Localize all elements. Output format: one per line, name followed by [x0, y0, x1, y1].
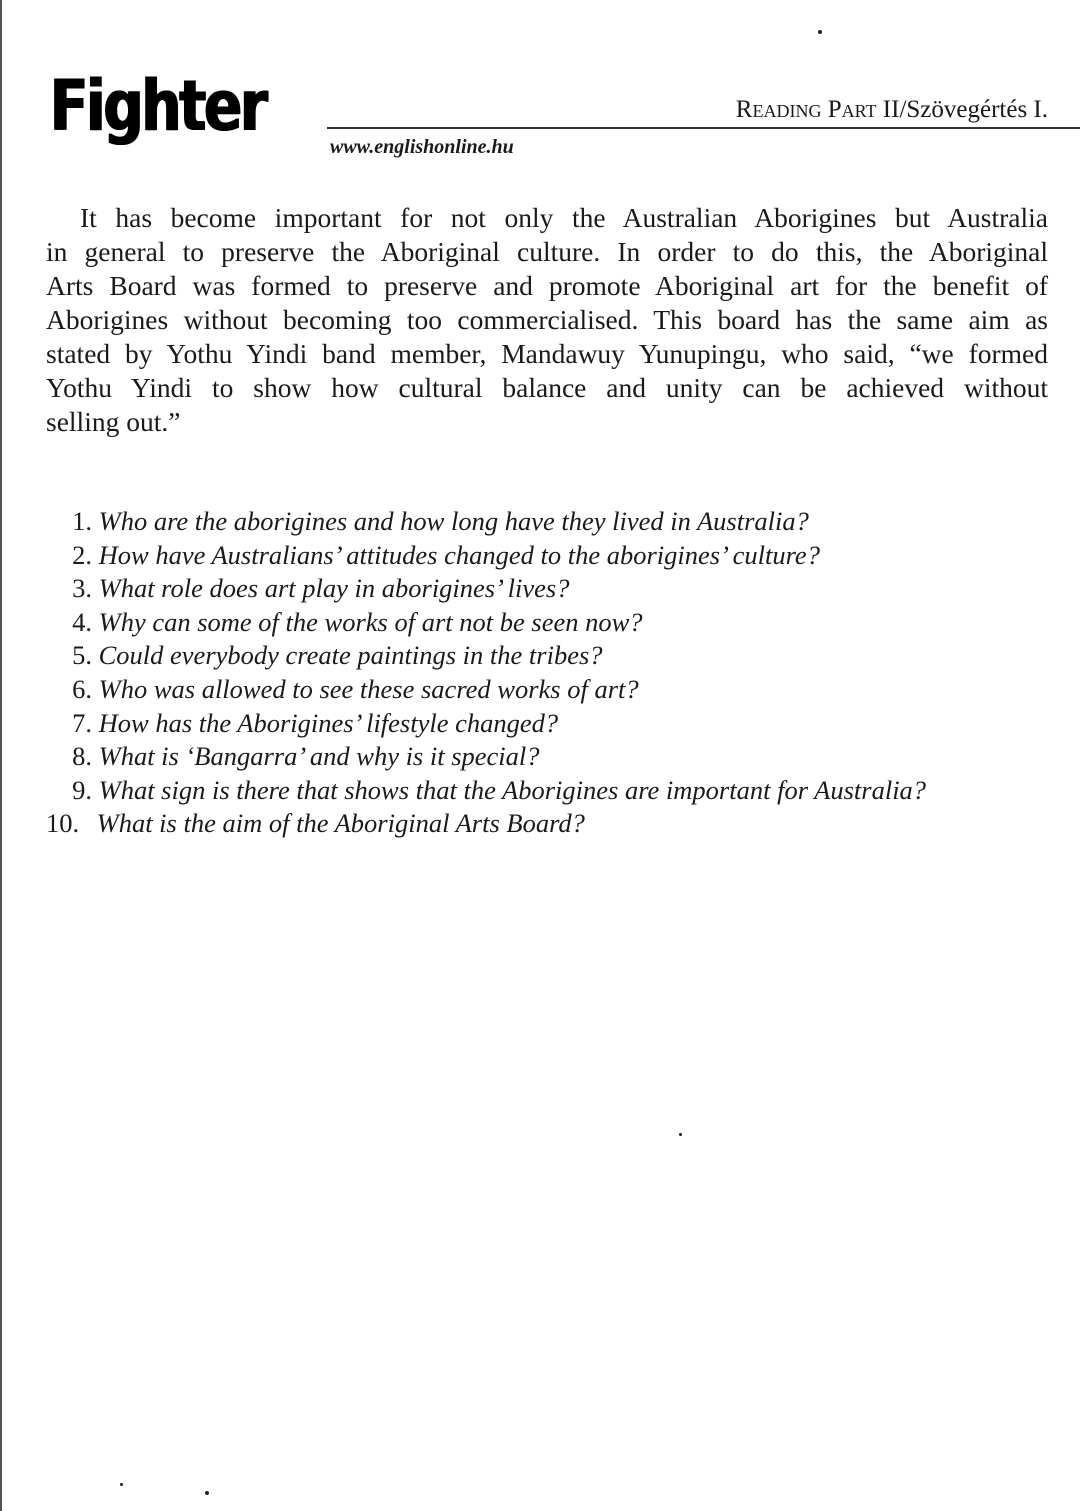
fighter-logo: Fighter	[50, 66, 266, 148]
question-text: Who was allowed to see these sacred works of art?	[98, 673, 639, 704]
question-text: Why can some of the works of art not be seen now?	[98, 606, 643, 637]
section-title-sub: /Szövegértés I.	[899, 96, 1048, 123]
paragraph-line: It has become important for not only the Australian Aborigines but Australia	[80, 202, 1048, 233]
scan-speck	[679, 1133, 682, 1136]
question-number: 10.	[46, 808, 80, 839]
scan-speck	[818, 30, 822, 34]
question-item	[46, 740, 926, 774]
question-text: What role does art play in aborigines’ lives?	[98, 573, 570, 604]
question-text: Could everybody create paintings in the tribes?	[98, 640, 603, 671]
header-rule	[327, 127, 1080, 129]
paragraph-line: Aborigines without becoming too commercialised. This board has the same aim as	[46, 304, 1048, 335]
question-item	[46, 774, 926, 808]
paragraph-line: in general to preserve the Aboriginal culture. In order to do this, the Aboriginal	[46, 236, 1048, 267]
reading-paragraph	[46, 201, 1048, 439]
paragraph-line: Arts Board was formed to preserve and promote Aboriginal art for the benefit of	[46, 270, 1048, 301]
question-number: 7.	[72, 707, 92, 738]
section-title-main: Reading Part II	[735, 96, 900, 123]
paragraph-line: selling out.”	[46, 406, 181, 437]
question-number: 5.	[72, 640, 92, 671]
question-item	[46, 572, 926, 606]
question-item	[46, 505, 926, 539]
question-number: 9.	[72, 774, 92, 805]
question-item	[46, 539, 926, 573]
question-number: 1.	[72, 506, 92, 536]
question-list	[46, 505, 926, 841]
question-number: 6.	[72, 673, 92, 704]
question-item	[46, 639, 926, 673]
paragraph-line: stated by Yothu Yindi band member, Mandawuy Yunupingu, who said, “we formed	[46, 338, 1048, 369]
scan-speck	[120, 1483, 123, 1486]
question-item	[46, 606, 926, 640]
question-number: 2.	[72, 539, 92, 570]
question-text: How have Australians’ attitudes changed to the aborigines’ culture?	[98, 539, 820, 570]
scan-edge	[0, 0, 2, 1511]
question-number: 3.	[72, 573, 92, 604]
question-text: Who are the aborigines and how long have they lived in Australia?	[98, 506, 809, 536]
question-item	[46, 807, 926, 841]
website-url: www.englishonline.hu	[330, 136, 514, 158]
question-number: 8.	[72, 741, 92, 772]
section-title	[736, 96, 1048, 124]
scan-speck	[205, 1491, 209, 1495]
question-number: 4.	[72, 606, 92, 637]
question-item	[46, 707, 926, 741]
paragraph-line: Yothu Yindi to show how cultural balance and unity can be achieved without	[46, 372, 1048, 403]
question-text: What sign is there that shows that the Aborigines are important for Australia?	[98, 774, 927, 805]
question-text: What is the aim of the Aboriginal Arts Board?	[96, 808, 585, 839]
question-item	[46, 673, 926, 707]
question-text: How has the Aborigines’ lifestyle changed?	[98, 707, 559, 738]
question-text: What is ‘Bangarra’ and why is it special?	[98, 741, 540, 772]
